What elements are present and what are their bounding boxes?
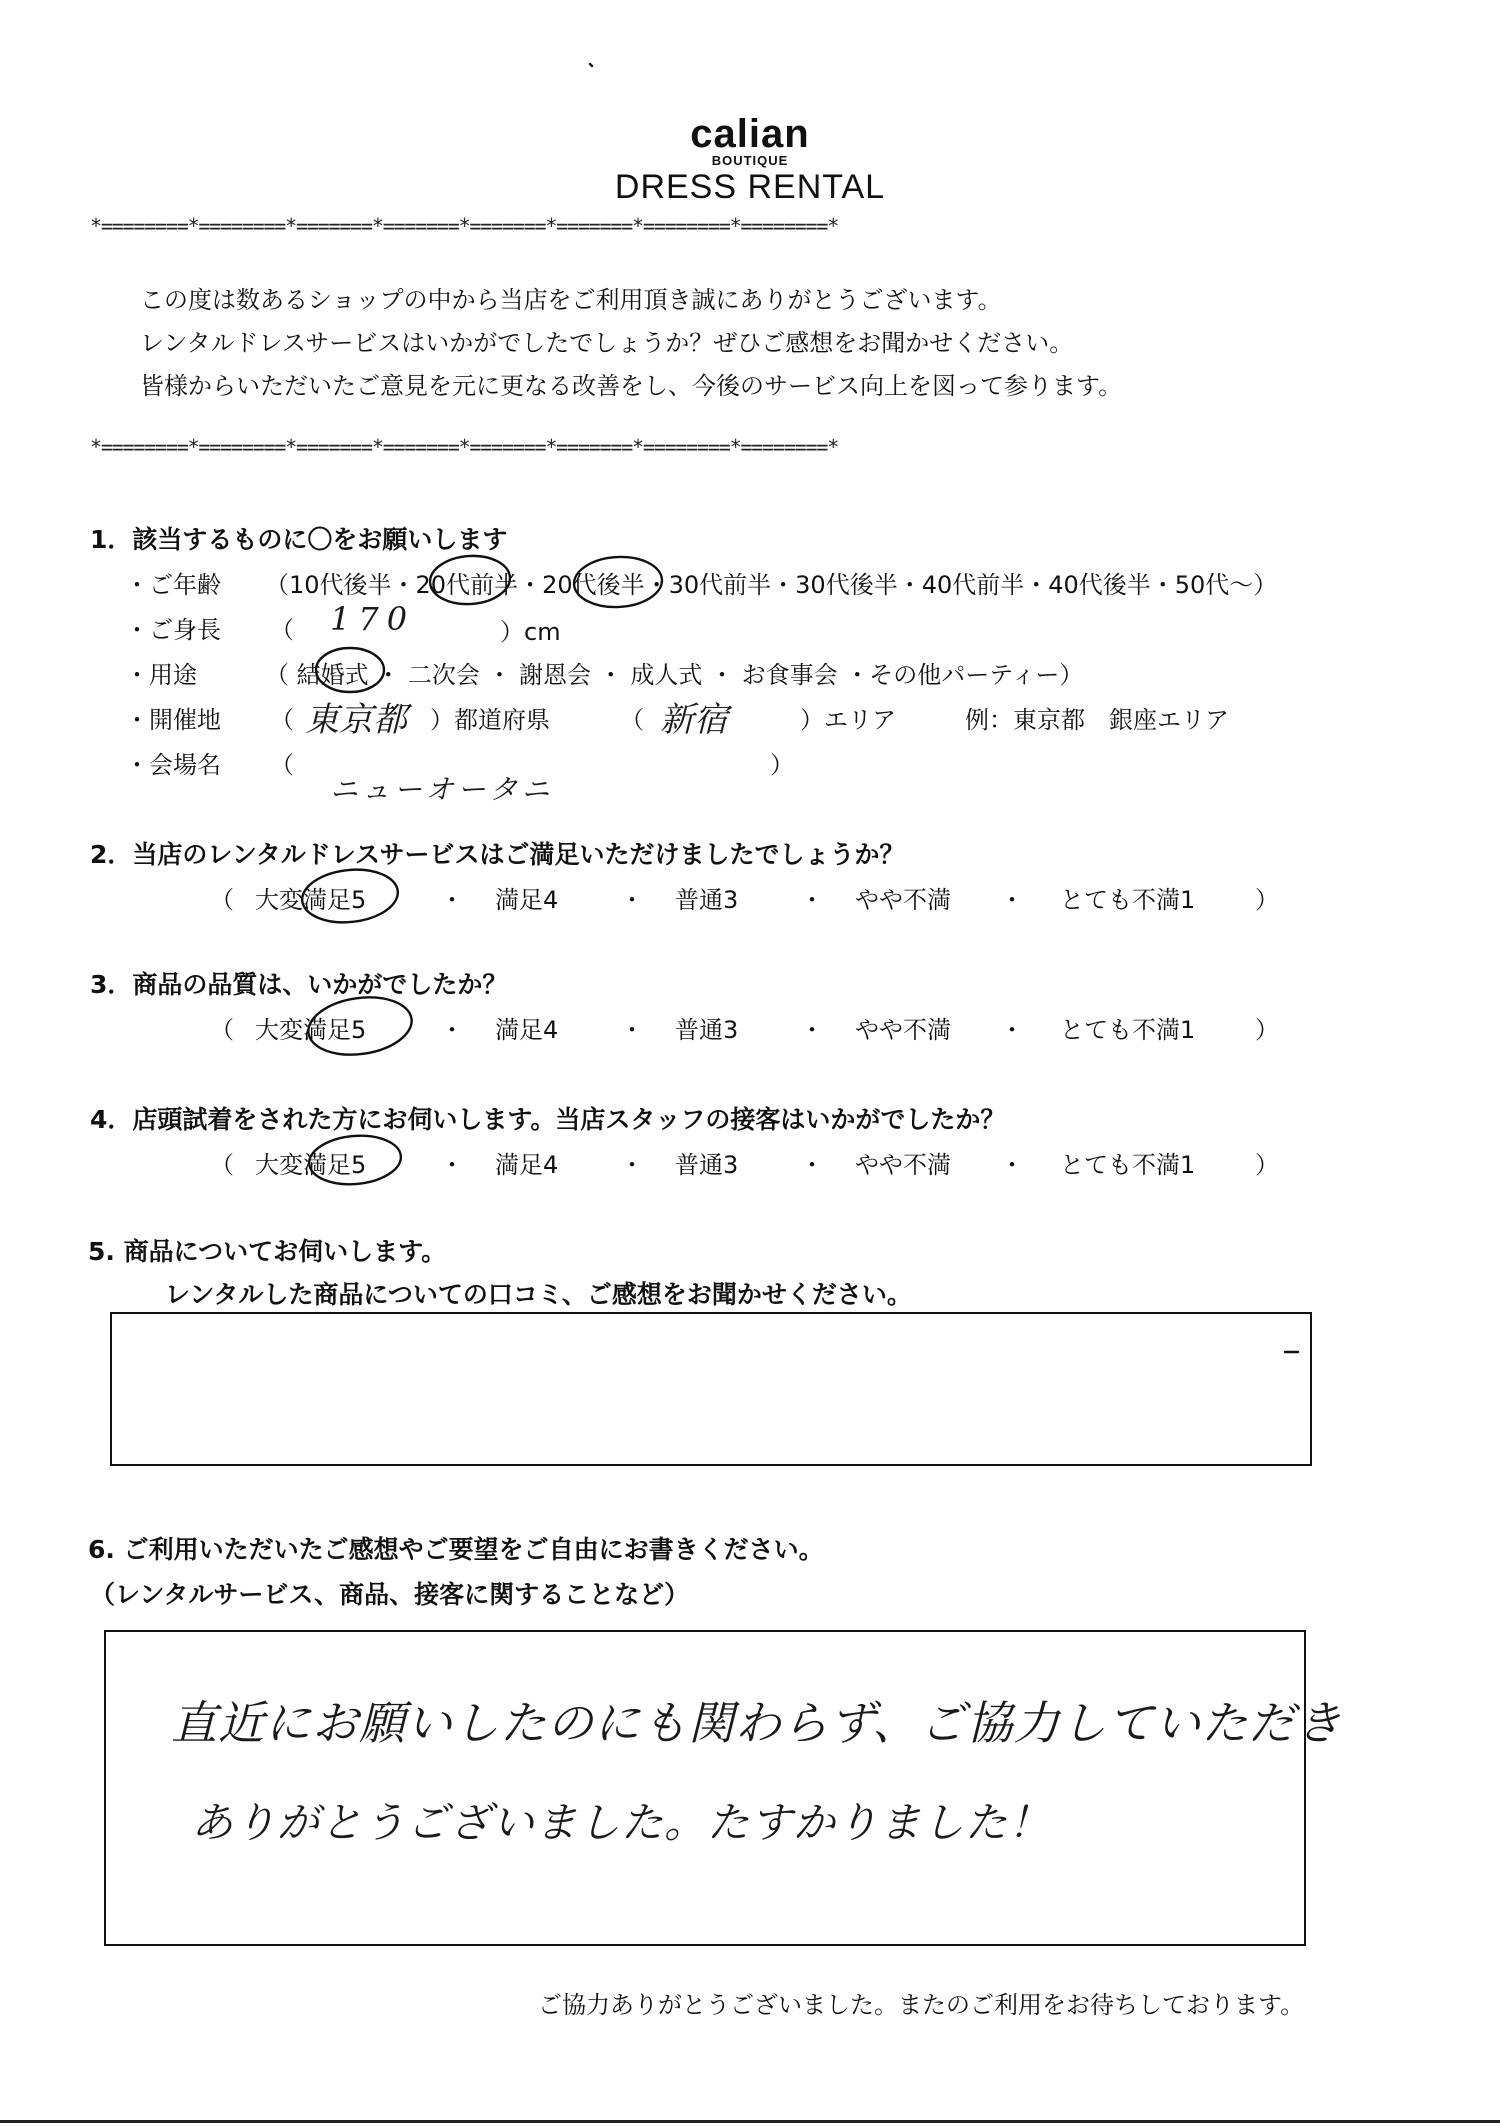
hall-value[interactable]: ニューオータニ — [330, 773, 554, 806]
venue-pref-open-paren: （ — [270, 706, 294, 734]
q2-option-very-satisfied[interactable]: 大変満足5 — [255, 886, 367, 914]
age-label: ・ご年齢 — [125, 571, 221, 599]
q3-option-somewhat-dissatisfied[interactable]: やや不満 — [855, 1016, 951, 1044]
q3-circle-very-satisfied — [305, 991, 416, 1061]
q2-option-somewhat-dissatisfied[interactable]: やや不満 — [855, 886, 951, 914]
hall-label: ・会場名 — [125, 751, 221, 779]
q3-option-satisfied[interactable]: 満足4 — [495, 1016, 559, 1044]
rating-separator: ・ — [620, 886, 644, 914]
intro-line-3: 皆様からいただいたご意見を元に更なる改善をし、今後のサービス向上を図って参ります。 — [140, 372, 1123, 400]
q3-option-very-dissatisfied[interactable]: とても不満1 — [1060, 1016, 1196, 1044]
q4-option-somewhat-dissatisfied[interactable]: やや不満 — [855, 1151, 951, 1179]
age-options[interactable]: （10代後半・20代前半・20代後半・30代前半・30代後半・40代前半・40代後半・50代～） — [265, 571, 1278, 599]
age-circle-20s-late — [573, 555, 663, 610]
height-unit: ）cm — [500, 618, 561, 646]
rating-close-paren: ） — [1255, 1016, 1279, 1044]
rating-separator: ・ — [1000, 1151, 1024, 1179]
divider-top: *========*========*=======*=======*=======*=======*========*========* — [90, 214, 839, 238]
q4-circle-very-satisfied — [307, 1132, 403, 1188]
q3-option-average[interactable]: 普通3 — [675, 1016, 739, 1044]
q2-option-average[interactable]: 普通3 — [675, 886, 739, 914]
intro-line-1: この度は数あるショップの中から当店をご利用頂き誠にありがとうございます。 — [140, 286, 1002, 314]
hall-close-paren: ） — [770, 751, 794, 779]
question-2-title: 2．当店のレンタルドレスサービスはご満足いただけましたでしょうか？ — [90, 840, 905, 869]
question-6-answer-line-1: 直近にお願いしたのにも関わらず、ご協力していただき — [171, 1696, 1343, 1750]
q2-option-very-dissatisfied[interactable]: とても不満1 — [1060, 886, 1196, 914]
q4-option-very-satisfied[interactable]: 大変満足5 — [255, 1151, 367, 1179]
height-open-paren: （ — [270, 616, 294, 644]
question-6-title: 6. ご利用いただいたご感想やご要望をご自由にお書きください。 — [88, 1535, 824, 1564]
question-3-title: 3．商品の品質は、いかがでしたか？ — [90, 970, 508, 999]
brand-logo: calian — [690, 112, 810, 156]
q4-option-very-dissatisfied[interactable]: とても不満1 — [1060, 1151, 1196, 1179]
rating-open-paren: （ — [210, 1016, 234, 1044]
rating-separator: ・ — [1000, 886, 1024, 914]
height-value[interactable]: 170 — [330, 600, 416, 638]
rating-separator: ・ — [440, 886, 464, 914]
purpose-circle-wedding — [316, 648, 384, 692]
divider-bottom: *========*========*=======*=======*=======*=======*========*========* — [90, 435, 839, 459]
venue-prefecture-value[interactable]: 東京都 — [305, 700, 407, 740]
venue-area-open-paren: （ — [620, 706, 644, 734]
venue-label: ・開催地 — [125, 706, 221, 734]
page-title: DRESS RENTAL — [614, 168, 886, 206]
rating-separator: ・ — [620, 1151, 644, 1179]
question-5-subtitle: レンタルした商品についての口コミ、ご感想をお聞かせください。 — [165, 1280, 912, 1309]
age-circle-20s-early — [428, 553, 511, 606]
footer-thanks: ご協力ありがとうございました。またのご利用をお待ちしております。 — [538, 1991, 1305, 2019]
question-5-title: 5. 商品についてお伺いします。 — [88, 1237, 447, 1266]
q2-circle-very-satisfied — [300, 865, 401, 927]
rating-separator: ・ — [1000, 1016, 1024, 1044]
purpose-label: ・用途 — [125, 661, 197, 689]
intro-line-2: レンタルドレスサービスはいかがでしたでしょうか？ぜひご感想をお聞かせください。 — [140, 329, 1074, 357]
top-dot-mark — [590, 64, 592, 66]
rating-open-paren: （ — [210, 1151, 234, 1179]
brand-subtitle: BOUTIQUE — [711, 153, 789, 168]
question-6-subtitle: （レンタルサービス、商品、接客に関することなど） — [90, 1580, 690, 1609]
question-4-title: 4．店頭試着をされた方にお伺いします。当店スタッフの接客はいかがでしたか？ — [90, 1105, 1006, 1134]
height-label: ・ご身長 — [125, 616, 221, 644]
rating-open-paren: （ — [210, 886, 234, 914]
rating-separator: ・ — [800, 1151, 824, 1179]
q3-option-very-satisfied[interactable]: 大変満足5 — [255, 1016, 367, 1044]
rating-separator: ・ — [440, 1016, 464, 1044]
venue-area-value[interactable]: 新宿 — [660, 700, 728, 740]
venue-area-suffix: ）エリア — [800, 706, 896, 734]
rating-separator: ・ — [800, 886, 824, 914]
venue-example: 例：東京都 銀座エリア — [965, 706, 1229, 734]
purpose-options[interactable]: （ 結婚式 ・ 二次会 ・ 謝恩会 ・ 成人式 ・ お食事会 ・その他パーティー） — [265, 661, 1084, 689]
q4-option-average[interactable]: 普通3 — [675, 1151, 739, 1179]
q2-option-satisfied[interactable]: 満足4 — [495, 886, 559, 914]
rating-close-paren: ） — [1255, 1151, 1279, 1179]
rating-separator: ・ — [440, 1151, 464, 1179]
q4-option-satisfied[interactable]: 満足4 — [495, 1151, 559, 1179]
question-1-title: 1．該当するものに〇をお願いします — [90, 525, 508, 554]
rating-close-paren: ） — [1255, 886, 1279, 914]
rating-separator: ・ — [800, 1016, 824, 1044]
question-6-answer-line-2: ありがとうございました。たすかりました！ — [191, 1798, 1052, 1847]
hall-open-paren: （ — [270, 751, 294, 779]
venue-prefecture-suffix: ）都道府県 — [430, 706, 550, 734]
rating-separator: ・ — [620, 1016, 644, 1044]
